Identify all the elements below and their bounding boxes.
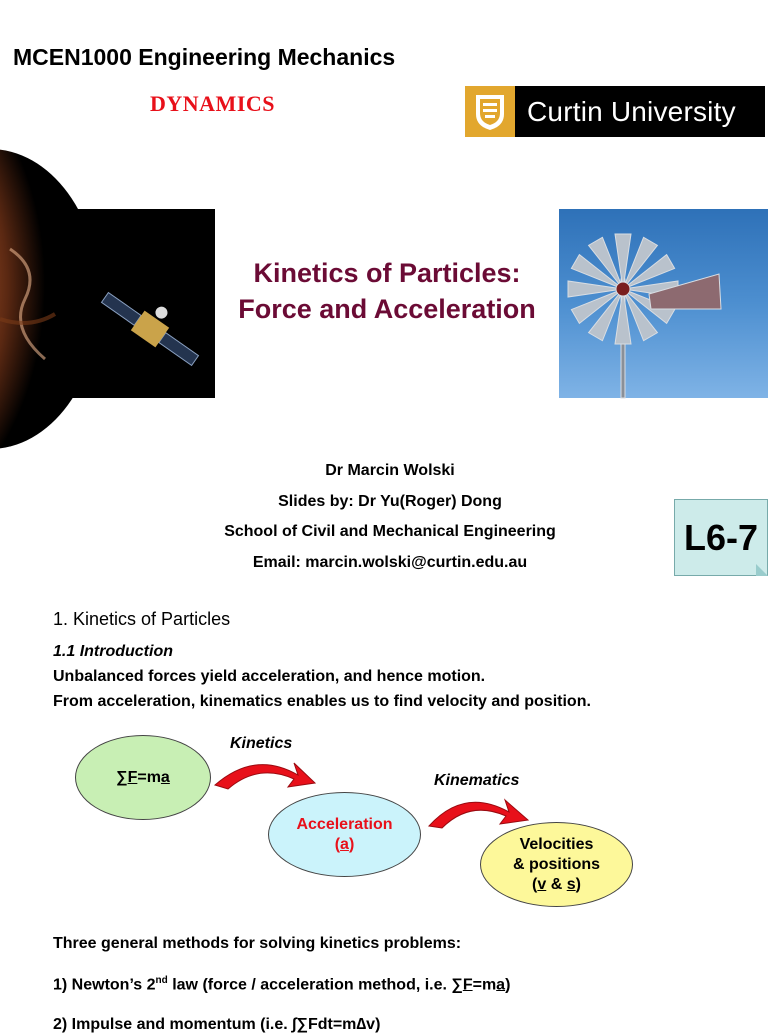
force-equation-node bbox=[75, 735, 211, 820]
acceleration-symbol: a bbox=[340, 835, 349, 853]
paren-open: ( bbox=[532, 875, 538, 893]
kinetics-label: Kinetics bbox=[230, 735, 293, 752]
satellite-mars-image bbox=[0, 209, 215, 398]
school-name: School of Civil and Mechanical Engineering bbox=[224, 523, 556, 540]
title-line-2: Force and Acceleration bbox=[238, 294, 536, 324]
method-1-close: ) bbox=[505, 976, 511, 994]
page-fold bbox=[756, 564, 768, 576]
velocity-position-node bbox=[480, 822, 633, 907]
intro-paragraph-1: Unbalanced forces yield acceleration, and hence motion. bbox=[53, 668, 486, 685]
sum-symbol: ∑ bbox=[116, 768, 128, 786]
subsection-heading: 1.1 Introduction bbox=[53, 643, 173, 660]
intro-paragraph-2: From acceleration, kinematics enables us to find velocity and position. bbox=[53, 693, 591, 710]
section-heading: 1. Kinetics of Particles bbox=[53, 609, 231, 629]
method-1-accel: a bbox=[496, 976, 506, 994]
lecture-number-tag bbox=[674, 499, 768, 576]
method-1-text: law (force / acceleration method, i.e. ∑ bbox=[167, 976, 463, 994]
crest-icon bbox=[465, 86, 515, 137]
kinematics-label: Kinematics bbox=[434, 772, 520, 789]
acceleration-vector: a bbox=[160, 768, 170, 786]
method-1-prefix: 1) Newton’s 2 bbox=[53, 976, 156, 994]
paren-open: ( bbox=[334, 835, 341, 853]
velocity-symbol: v bbox=[537, 875, 547, 893]
method-1-equals: =m bbox=[472, 976, 497, 994]
method-2-partial: 2) Impulse and momentum (i.e. ∫∑Fdt=m∆v) bbox=[53, 1016, 381, 1033]
credits-block bbox=[150, 456, 630, 578]
acceleration-label: Acceleration bbox=[296, 815, 393, 833]
methods-intro: Three general methods for solving kinetics problems: bbox=[53, 935, 462, 952]
title-line-1: Kinetics of Particles: bbox=[253, 258, 521, 288]
method-1 bbox=[53, 975, 510, 994]
lecture-title bbox=[215, 255, 559, 327]
subject-label: DYNAMICS bbox=[150, 91, 275, 116]
slides-author: Slides by: Dr Yu(Roger) Dong bbox=[278, 492, 502, 510]
velocities-label: Velocities bbox=[519, 835, 594, 853]
acceleration-node bbox=[268, 792, 421, 877]
kinematics-arrow-icon bbox=[424, 792, 534, 832]
university-logo bbox=[465, 86, 765, 137]
paren-close: ) bbox=[348, 835, 355, 853]
course-title: MCEN1000 Engineering Mechanics bbox=[13, 44, 396, 70]
paren-close: ) bbox=[575, 875, 581, 893]
position-symbol: s bbox=[566, 875, 576, 893]
kinetics-arrow-icon bbox=[210, 755, 320, 795]
ampersand: & bbox=[546, 875, 567, 893]
positions-label: & positions bbox=[512, 855, 601, 873]
email-line: Email: marcin.wolski@curtin.edu.au bbox=[252, 553, 528, 571]
windmill-image bbox=[559, 209, 768, 398]
logo-wordmark: Curtin University bbox=[527, 95, 736, 127]
equals-mass: =m bbox=[137, 768, 161, 786]
lecturer-name: Dr Marcin Wolski bbox=[325, 462, 455, 479]
method-1-force: F bbox=[462, 976, 473, 994]
force-vector: F bbox=[127, 768, 138, 786]
method-1-superscript: nd bbox=[155, 975, 168, 986]
lecture-number: L6-7 bbox=[683, 516, 759, 558]
